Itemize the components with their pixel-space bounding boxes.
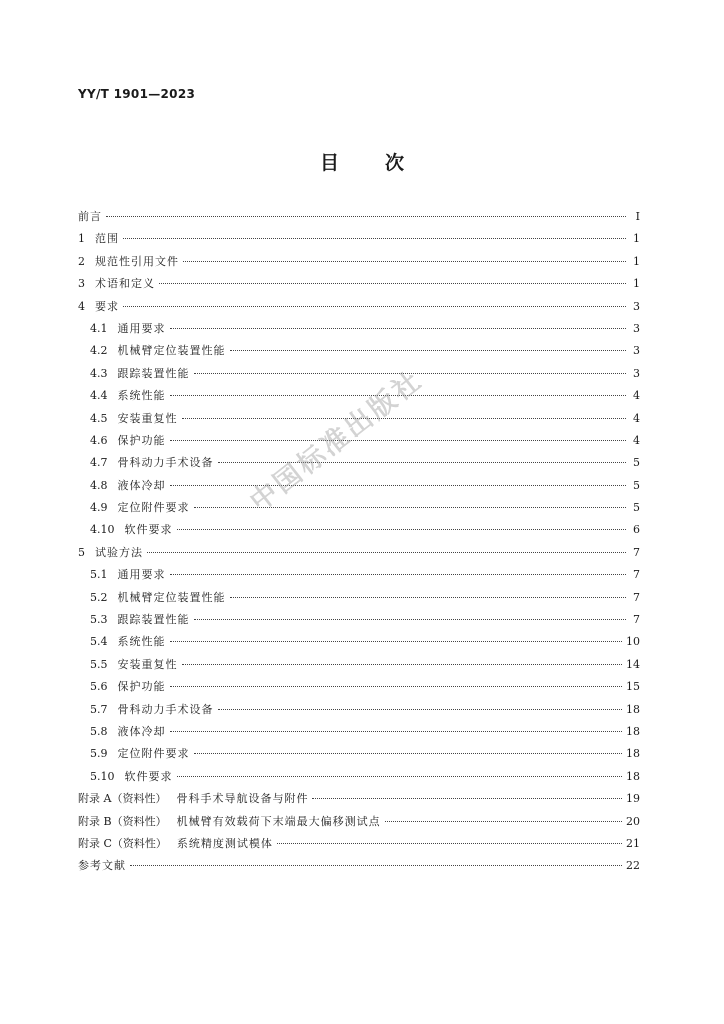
dot-leader — [230, 597, 627, 598]
toc-entry-number: 1 — [78, 232, 85, 246]
toc-entry-page: 7 — [633, 613, 640, 627]
toc-entry[interactable] — [78, 318, 640, 340]
toc-entry-number: 3 — [78, 277, 85, 291]
toc-entry[interactable] — [78, 811, 640, 833]
toc-entry-number: 5.3 — [90, 613, 108, 627]
dot-leader — [170, 686, 623, 687]
dot-leader — [170, 485, 627, 486]
toc-entry[interactable] — [78, 788, 640, 810]
toc-entry-label: 规范性引用文件 — [95, 254, 179, 268]
dot-leader — [182, 418, 627, 419]
toc-entry-number: 4.5 — [90, 411, 108, 425]
dot-leader — [177, 529, 627, 530]
toc-entry-page: 19 — [626, 792, 640, 806]
dot-leader — [106, 216, 626, 217]
toc-entry-page: 7 — [633, 568, 640, 582]
toc-entry[interactable] — [78, 766, 640, 788]
dot-leader — [312, 798, 622, 799]
dot-leader — [230, 350, 627, 351]
toc-entry-label: 骨科动力手术设备 — [117, 702, 214, 716]
toc-entry[interactable] — [78, 206, 640, 228]
dot-leader — [123, 306, 626, 307]
toc-entry[interactable] — [78, 296, 640, 318]
dot-leader — [170, 574, 627, 575]
toc-entry-label: 通用要求 — [117, 568, 166, 582]
toc-entry[interactable] — [78, 855, 640, 877]
toc-entry-label: 要求 — [95, 299, 119, 313]
toc-entry-label: 机械臂定位装置性能 — [117, 344, 226, 358]
toc-entry-label: 安装重复性 — [117, 411, 178, 425]
dot-leader — [123, 238, 626, 239]
toc-entry[interactable] — [78, 676, 640, 698]
toc-entry[interactable] — [78, 542, 640, 564]
toc-entry[interactable] — [78, 363, 640, 385]
toc-entry-number: 5.8 — [90, 724, 108, 738]
toc-entry-label: 液体冷却 — [117, 478, 166, 492]
toc-entry-label: 液体冷却 — [117, 724, 166, 738]
toc-entry-page: 3 — [633, 344, 640, 358]
toc-entry-label: 术语和定义 — [95, 277, 155, 291]
toc-entry-label: 系统性能 — [117, 389, 166, 403]
toc-entry-label: 保护功能 — [117, 433, 166, 447]
toc-entry-number: 5.6 — [90, 680, 108, 694]
toc-entry-page: 15 — [626, 680, 640, 694]
dot-leader — [385, 821, 622, 822]
toc-entry-number: 2 — [78, 254, 85, 268]
toc-entry-page: 1 — [633, 254, 640, 268]
toc-entry-number: 附录 A（资料性） — [78, 792, 167, 806]
toc-entry-number: 4.4 — [90, 389, 108, 403]
dot-leader — [130, 865, 622, 866]
toc-entry-label: 试验方法 — [95, 545, 143, 559]
toc-entry[interactable] — [78, 631, 640, 653]
toc-entry[interactable] — [78, 743, 640, 765]
toc-entry-label: 范围 — [95, 232, 119, 246]
toc-entry-label: 跟踪装置性能 — [117, 366, 190, 380]
toc-entry-number: 5.9 — [90, 747, 108, 761]
toc-entry[interactable] — [78, 340, 640, 362]
toc-entry-number: 5 — [78, 545, 85, 559]
toc-entry[interactable] — [78, 654, 640, 676]
dot-leader — [218, 709, 623, 710]
toc-entry[interactable] — [78, 251, 640, 273]
toc-entry-label: 前言 — [78, 210, 102, 223]
toc-entry-number: 5.7 — [90, 702, 108, 716]
dot-leader — [170, 641, 623, 642]
toc-entry-number: 5.4 — [90, 635, 108, 649]
toc-entry-number: 4.3 — [90, 366, 108, 380]
toc-entry[interactable] — [78, 564, 640, 586]
toc-entry[interactable] — [78, 519, 640, 541]
toc-entry-page: 3 — [633, 299, 640, 313]
dot-leader — [170, 328, 627, 329]
toc-entry-page: 1 — [633, 277, 640, 291]
toc-entry-number: 4.6 — [90, 433, 108, 447]
page-title: 目次 — [319, 152, 450, 174]
dot-leader — [147, 552, 626, 553]
toc-entry-page: 5 — [633, 478, 640, 492]
toc-entry-page: 18 — [626, 724, 640, 738]
toc-entry-page: 4 — [633, 389, 640, 403]
toc-entry-label: 定位附件要求 — [117, 501, 190, 515]
toc-entry-label: 机械臂定位装置性能 — [117, 590, 226, 604]
dot-leader — [277, 843, 622, 844]
toc-entry-number: 5.2 — [90, 590, 108, 604]
toc-entry-label: 通用要求 — [117, 321, 166, 335]
toc-entry-page: 7 — [633, 545, 640, 559]
toc-entry-page: 18 — [626, 702, 640, 716]
toc-entry-page: 7 — [633, 590, 640, 604]
toc-entry[interactable] — [78, 721, 640, 743]
toc-entry-number: 5.1 — [90, 568, 108, 582]
toc-entry-page: 6 — [633, 523, 640, 537]
toc-entry[interactable] — [78, 228, 640, 250]
toc-entry-label: 参考文献 — [78, 859, 126, 873]
toc-entry-number: 附录 C（资料性） — [78, 836, 167, 850]
toc-entry-label: 软件要求 — [124, 523, 173, 537]
toc-entry-page: 4 — [633, 411, 640, 425]
standard-code: YY/T 1901—2023 — [78, 87, 196, 101]
toc-entry[interactable] — [78, 699, 640, 721]
toc-entry-label: 安装重复性 — [117, 657, 178, 671]
toc-entry-page: 20 — [626, 814, 640, 828]
dot-leader — [194, 619, 627, 620]
toc-entry[interactable] — [78, 609, 640, 631]
dot-leader — [194, 753, 623, 754]
toc-entry-page: 5 — [633, 456, 640, 470]
toc-entry-page: 18 — [626, 769, 640, 783]
toc-entry-number: 附录 B（资料性） — [78, 814, 167, 828]
watermark: 中国标准出版社 — [244, 364, 429, 518]
toc-entry-label: 骨科动力手术设备 — [117, 456, 214, 470]
toc-entry-page: 5 — [633, 501, 640, 515]
dot-leader — [170, 731, 623, 732]
toc-entry-page: 22 — [626, 859, 640, 873]
dot-leader — [182, 664, 623, 665]
toc-entry-label: 机械臂有效载荷下末端最大偏移测试点 — [176, 814, 381, 828]
toc-entry-label: 跟踪装置性能 — [117, 613, 190, 627]
toc-entry-page: 18 — [626, 747, 640, 761]
toc-entry-label: 软件要求 — [124, 769, 173, 783]
toc-entry-page: Ⅰ — [635, 210, 640, 223]
dot-leader — [170, 440, 627, 441]
toc-entry[interactable] — [78, 587, 640, 609]
toc-entry[interactable] — [78, 833, 640, 855]
dot-leader — [177, 776, 623, 777]
table-of-contents — [78, 206, 640, 878]
toc-entry-number: 4.1 — [90, 321, 108, 335]
toc-entry-label: 系统性能 — [117, 635, 166, 649]
toc-entry-number: 4.9 — [90, 501, 108, 515]
toc-entry-number: 4.8 — [90, 478, 108, 492]
toc-entry-number: 5.10 — [90, 769, 115, 783]
toc-entry-number: 4 — [78, 299, 85, 313]
toc-entry-number: 4.2 — [90, 344, 108, 358]
toc-entry-label: 保护功能 — [117, 680, 166, 694]
toc-entry-page: 21 — [626, 836, 640, 850]
toc-entry[interactable] — [78, 475, 640, 497]
toc-entry[interactable] — [78, 452, 640, 474]
toc-entry-page: 1 — [633, 232, 640, 246]
toc-entry-label: 定位附件要求 — [117, 747, 190, 761]
toc-entry-number: 5.5 — [90, 657, 108, 671]
toc-entry-number: 4.7 — [90, 456, 108, 470]
toc-entry-label: 骨科手术导航设备与附件 — [176, 792, 309, 806]
toc-entry[interactable] — [78, 273, 640, 295]
toc-entry-page: 14 — [626, 657, 640, 671]
dot-leader — [159, 283, 626, 284]
toc-entry-page: 3 — [633, 321, 640, 335]
toc-entry-page: 3 — [633, 366, 640, 380]
toc-entry-page: 4 — [633, 433, 640, 447]
toc-entry[interactable] — [78, 497, 640, 519]
toc-entry-page: 10 — [626, 635, 640, 649]
dot-leader — [183, 261, 626, 262]
toc-entry-number: 4.10 — [90, 523, 115, 537]
toc-entry-label: 系统精度测试模体 — [176, 836, 273, 850]
